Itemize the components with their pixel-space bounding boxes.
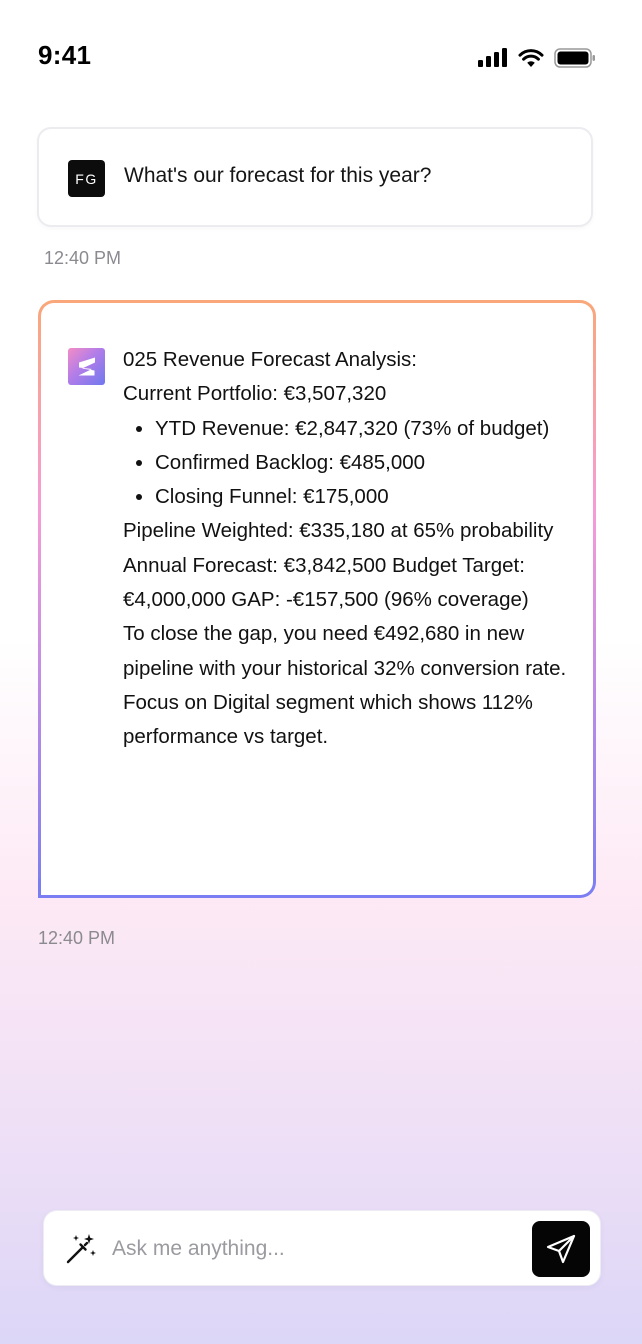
portfolio-breakdown-list [123, 412, 573, 515]
user-message-timestamp: 12:40 PM [44, 248, 122, 268]
battery-icon [554, 48, 596, 68]
card-corner-fill [41, 875, 61, 895]
pipeline-weighted: Pipeline Weighted: €335,180 at 65% probability [123, 519, 554, 543]
ai-response-text [123, 343, 573, 755]
list-item: • YTD Revenue: €2,847,320 (73% of budget) [155, 412, 573, 446]
annual-forecast: Annual Forecast: €3,842,500 Budget Target: €4,000,000 GAP: -€157,500 (96% coverage) [123, 553, 529, 612]
chat-composer [43, 1210, 601, 1286]
list-item: • Confirmed Backlog: €485,000 [155, 446, 573, 480]
cellular-signal-icon [478, 48, 508, 68]
assistant-logo-icon [68, 348, 105, 385]
user-avatar: FG [68, 160, 105, 197]
send-button[interactable] [532, 1221, 590, 1277]
user-message-card [37, 127, 593, 227]
status-time: 9:41 [38, 40, 92, 70]
magic-wand-icon[interactable] [64, 1232, 98, 1266]
ai-message-timestamp: 12:40 PM [38, 928, 116, 948]
send-icon [545, 1233, 577, 1265]
status-icons [478, 45, 596, 71]
chat-input[interactable] [112, 1231, 522, 1267]
list-item: • Closing Funnel: €175,000 [155, 480, 573, 514]
ai-response-card [38, 300, 596, 898]
forecast-title: 025 Revenue Forecast Analysis: [123, 348, 417, 371]
user-message-text: What's our forecast for this year? [124, 164, 432, 187]
wifi-icon [518, 48, 544, 68]
recommendation: To close the gap, you need €492,680 in new pipeline with your historical 32% conversion rate. Focus on Digital segment which shows 112% performance vs target. [123, 622, 567, 749]
status-bar [0, 0, 642, 110]
current-portfolio: Current Portfolio: €3,507,320 [123, 382, 387, 406]
ai-response-body [41, 303, 593, 895]
